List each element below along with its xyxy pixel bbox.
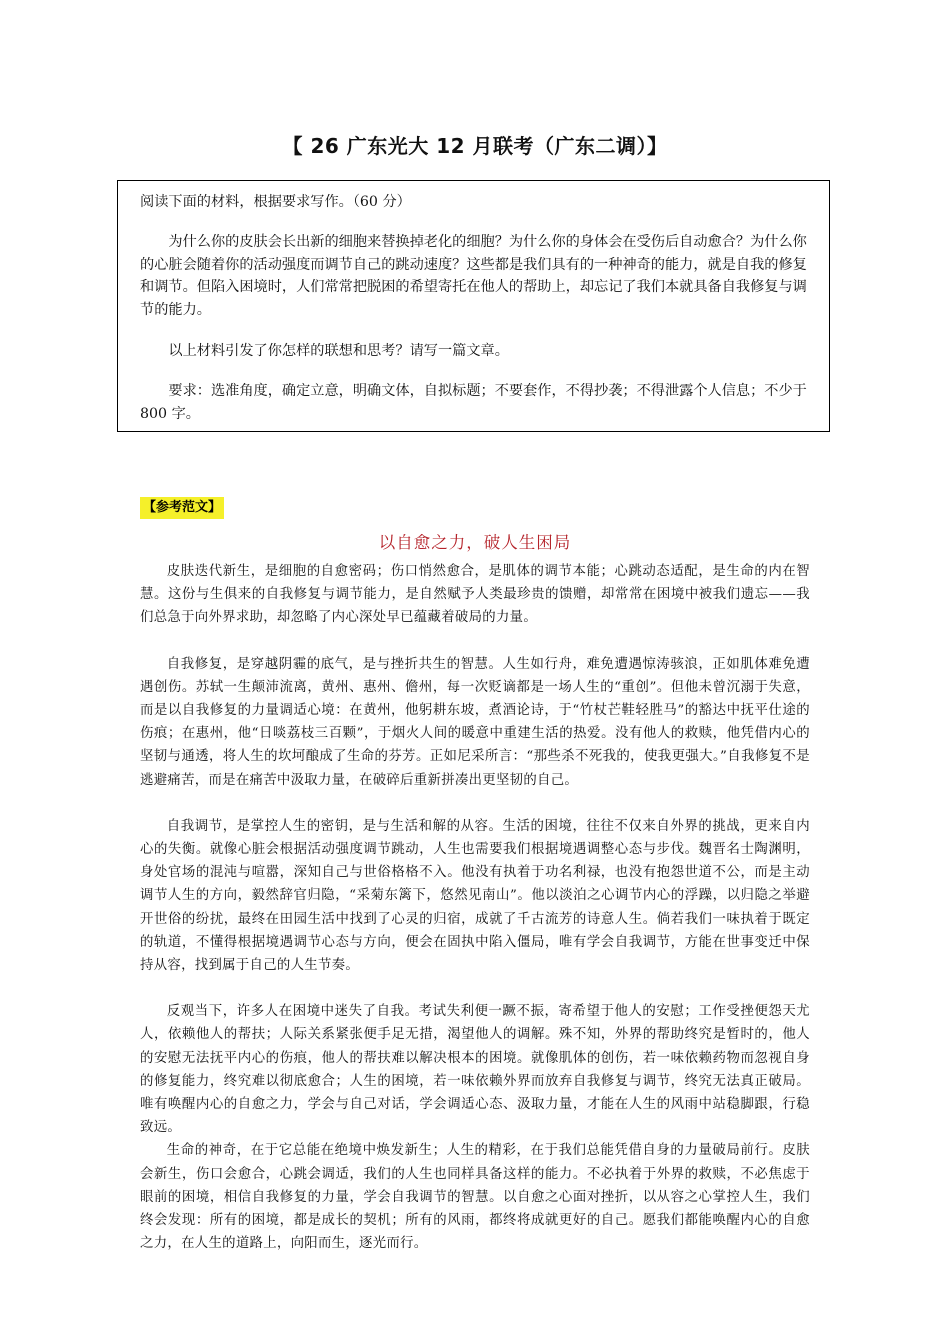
essay-body [140,560,810,1255]
essay-paragraph: 生命的神奇，在于它总能在绝境中焕发新生；人生的精彩，在于我们总能凭借自身的力量破局前行。皮肤会新生，伤口会愈合，心跳会调适，我们的人生也同样具备这样的能力。不必执着于外界的救赎，不必焦虑于眼前的困境，相信自我修复的力量，学会自我调节的智慧。以自愈之心面对挫折，以从容之心掌控人生，我们终会发现：所有的困境，都是成长的契机；所有的风雨，都终将成就更好的自己。愿我们都能唤醒内心的自愈之力，在人生的道路上，向阳而生，逐光而行。 [140,1143,810,1252]
essay-paragraph: 自我修复，是穿越阴霾的底气，是与挫折共生的智慧。人生如行舟，难免遭遇惊涛骇浪，正如肌体难免遭遇创伤。苏轼一生颠沛流离，黄州、惠州、儋州，每一次贬谪都是一场人生的“重创”。但他未曾沉溺于失意，而是以自我修复的力量调适心境：在黄州，他躬耕东坡，煮酒论诗，于“竹杖芒鞋轻胜马”的豁达中抚平仕途的伤痕；在惠州，他“日啖荔枝三百颗”，于烟火人间的暖意中重建生活的热爱。没有他人的救赎，他凭借内心的坚韧与通透，将人生的坎坷酿成了生命的芬芳。正如尼采所言：“那些杀不死我的，使我更强大。”自我修复不是逃避痛苦，而是在痛苦中汲取力量，在破碎后重新拼凑出更坚韧的自己。 [140,656,810,788]
prompt-intro: 阅读下面的材料，根据要求写作。（60 分） [140,194,411,210]
page-title: 【 26 广东光大 12 月联考（广东二调）】 [282,134,668,158]
essay-paragraph: 皮肤迭代新生，是细胞的自愈密码；伤口悄然愈合，是肌体的调节本能；心跳动态适配，是生命的内在智慧。这份与生俱来的自我修复与调节能力，是自然赋予人类最珍贵的馈赠，却常常在困境中被我们遗忘——我们总急于向外界求助，却忽略了内心深处早已蕴藏着破局的力量。 [140,564,810,626]
prompt-material: 为什么你的皮肤会长出新的细胞来替换掉老化的细胞？为什么你的身体会在受伤后自动愈合？为什么你的心脏会随着你的活动强度而调节自己的跳动速度？这些都是我们具有的一种神奇的能力，就是自我的修复和调节。但陷入困境时，人们常常把脱困的希望寄托在他人的帮助上，却忘记了我们本就具备自我修复与调节的能力。 [140,234,807,318]
essay-title: 以自愈之力，破人生困局 [378,533,572,552]
essay-paragraph: 自我调节，是掌控人生的密钥，是与生活和解的从容。生活的困境，往往不仅来自外界的挑战，更来自内心的失衡。就像心脏会根据活动强度调节跳动，人生也需要我们根据境遇调整心态与步伐。魏晋名士陶渊明，身处官场的混沌与喧嚣，深知自己与世俗格格不入。他没有执着于功名利禄，也没有抱怨世道不公，而是主动调节人生的方向，毅然辞官归隐，“采菊东篱下，悠然见南山”。他以淡泊之心调节内心的浮躁，以归隐之举避开世俗的纷扰，最终在田园生活中找到了心灵的归宿，成就了千古流芳的诗意人生。倘若我们一味执着于既定的轨道，不懂得根据境遇调节心态与方向，便会在固执中陷入僵局，唯有学会自我调节，方能在世事变迁中保持从容，找到属于自己的人生节奏。 [140,818,810,974]
reference-badge: 【参考范文】 [140,497,224,519]
prompt-question: 以上材料引发了你怎样的联想和思考？请写一篇文章。 [168,343,509,360]
prompt-requirements: 要求：选准角度，确定立意，明确文体，自拟标题；不要套作，不得抄袭；不得泄露个人信息；不少于 800 字。 [140,383,807,422]
writing-prompt-box [117,180,830,432]
essay-paragraph: 反观当下，许多人在困境中迷失了自我。考试失利便一蹶不振，寄希望于他人的安慰；工作受挫便怨天尤人，依赖他人的帮扶；人际关系紧张便手足无措，渴望他人的调解。殊不知，外界的帮助终究是暂时的，他人的安慰无法抚平内心的伤痕，他人的帮扶难以解决根本的困境。就像肌体的创伤，若一味依赖药物而忽视自身的修复能力，终究难以彻底愈合；人生的困境，若一味依赖外界而放弃自我修复与调节，终究无法真正破局。唯有唤醒内心的自愈之力，学会与自己对话，学会调适心态、汲取力量，才能在人生的风雨中站稳脚跟，行稳致远。 [140,1004,810,1136]
